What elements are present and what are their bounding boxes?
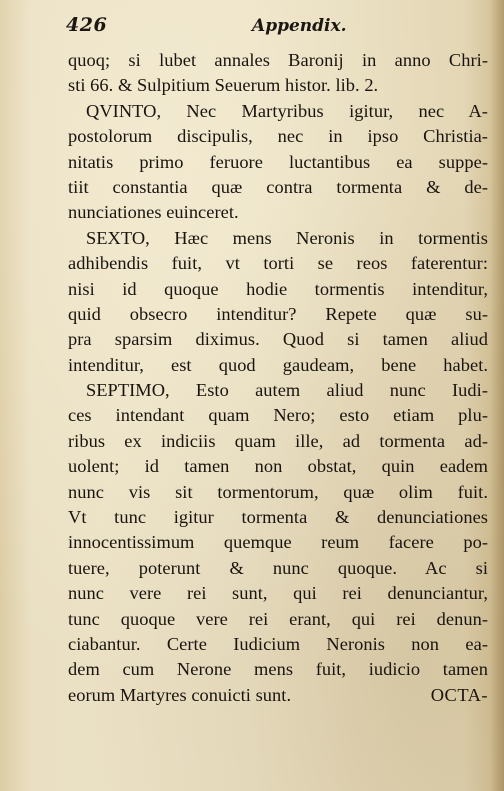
text-line: uolent; id tamen non obstat, quin eadem <box>68 456 488 477</box>
text-line: sti 66. & Sulpitium Seuerum histor. lib. 2. <box>68 75 379 96</box>
text-line: ces intendant quam Nero; esto etiam plu- <box>68 405 488 426</box>
text-line: innocentissimum quemque reum facere po- <box>68 532 488 553</box>
paragraph-sexto-start: SEXTO, Hæc mens Neronis in tormentis <box>86 227 488 248</box>
text-line: quid obsecro intenditur? Repete quæ su- <box>68 303 488 324</box>
text-line-with-catchword <box>68 683 488 708</box>
text-line: postolorum discipulis, nec in ipso Christia- <box>68 126 488 147</box>
text-line: pra sparsim diximus. Quod si tamen aliud <box>68 329 488 350</box>
text-line: adhibendis fuit, vt torti se reos faterentur: <box>68 253 488 274</box>
body-text <box>68 48 488 708</box>
page-edge-shadow <box>490 0 504 791</box>
text-line: dem cum Nerone mens fuit, iudicio tamen <box>68 659 488 680</box>
text-line: quoq; si lubet annales Baronij in anno Chri- <box>68 50 488 70</box>
page-header <box>66 14 446 44</box>
text-line: nunc vere rei sunt, qui rei denunciantur, <box>68 583 488 604</box>
text-line: ciabantur. Certe Iudicium Neronis non ea- <box>68 633 488 654</box>
paragraph-quinto-start: QVINTO, Nec Martyribus igitur, nec A- <box>86 100 488 121</box>
text-line: tuere, poterunt & nunc quoque. Ac si <box>68 557 488 578</box>
text-line: nunciationes euinceret. <box>68 202 239 223</box>
running-head: Appendix. <box>252 16 347 36</box>
text-line: tunc quoque vere rei erant, qui rei denun- <box>68 608 488 629</box>
text-line: intenditur, est quod gaudeam, bene habet. <box>68 354 488 375</box>
page-number: 426 <box>66 14 108 36</box>
text-line: ribus ex indiciis quam ille, ad tormenta ad- <box>68 430 488 451</box>
text-line: nitatis primo feruore luctantibus ea suppe- <box>68 151 488 172</box>
last-text-fragment: eorum Martyres conuicti sunt. <box>68 684 292 705</box>
text-line: nunc vis sit tormentorum, quæ olim fuit. <box>68 481 488 502</box>
text-line: nisi id quoque hodie tormentis intenditur, <box>68 278 488 299</box>
text-line: Vt tunc igitur tormenta & denunciationes <box>68 507 488 528</box>
catchword: OCTA- <box>430 684 488 705</box>
text-line: tiit constantia quæ contra tormenta & de- <box>68 176 488 197</box>
paragraph-septimo-start: SEPTIMO, Esto autem aliud nunc Iudi- <box>86 380 488 401</box>
